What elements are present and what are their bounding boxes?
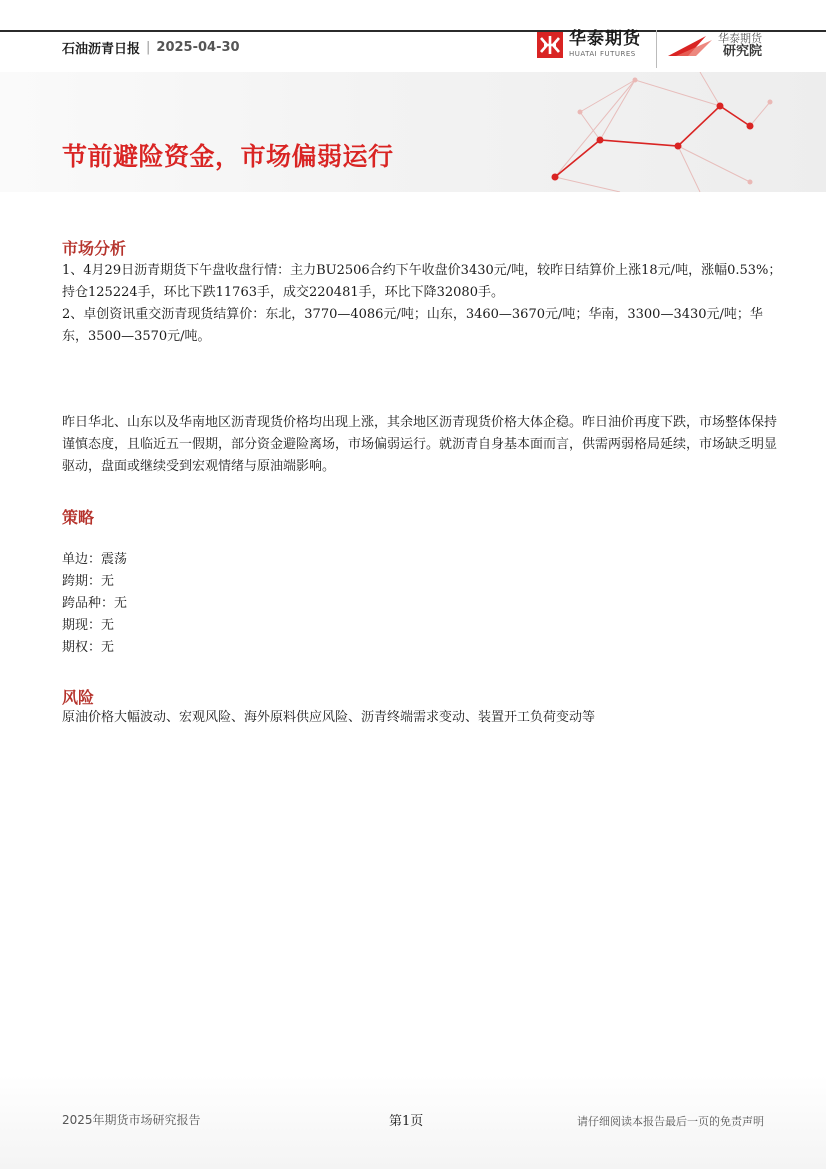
logo1-english-name: HUATAI FUTURES: [569, 50, 636, 58]
market-commentary-paragraph: 昨日华北、山东以及华南地区沥青现货价格均出现上涨，其余地区沥青现货价格大体企稳。昨日油价再度下跌，市场整体保持谨慎态度，且临近五一假期，部分资金避险离场，市场偏弱运行。就沥青自身基本面而言，供需两弱格局延续，市场缺乏明显驱动，盘面或继续受到宏观情绪与原油端影响。: [62, 415, 778, 474]
footer-page-number: 第1页: [389, 1114, 424, 1129]
network-graphic: [0, 72, 826, 192]
risk-heading: 风险: [62, 688, 95, 707]
strategy-item-options: 期权：无: [62, 640, 115, 655]
report-title: 节前避险资金，市场偏弱运行: [62, 142, 394, 171]
logo-divider: [656, 30, 657, 68]
header-separator: |: [146, 40, 151, 55]
market-analysis-paragraph-2: 2、卓创资讯重交沥青现货结算价：东北，3770—4086元/吨；山东，3460—3670元/吨；华南，3300—3430元/吨；华东，3500—3570元/吨。: [62, 307, 763, 344]
report-name: 石油沥青日报: [62, 42, 141, 57]
strategy-item-futures-spot: 期现：无: [62, 618, 115, 633]
market-analysis-heading: 市场分析: [62, 239, 127, 258]
research-logo-icon: [666, 32, 714, 60]
risk-text: 原油价格大幅波动、宏观风险、海外原料供应风险、沥青终端需求变动、装置开工负荷变动等: [62, 710, 596, 725]
logo2-line1: 华泰期货: [718, 32, 762, 46]
report-date: 2025-04-30: [156, 40, 240, 55]
strategy-item-outright: 单边：震荡: [62, 552, 128, 567]
footer-disclaimer-note: 请仔细阅读本报告最后一页的免责声明: [577, 1115, 764, 1128]
logo2-line2: 研究院: [722, 43, 762, 59]
research-institute-logo: [666, 32, 762, 60]
huatai-logo-icon: [537, 32, 563, 58]
footer-report-series: 2025年期货市场研究报告: [62, 1113, 201, 1127]
strategy-heading: 策略: [62, 508, 95, 527]
report-header: [62, 38, 240, 57]
logo1-chinese-name: 华泰期货: [569, 29, 641, 49]
title-banner: [0, 72, 826, 192]
huatai-futures-logo: [537, 31, 641, 58]
strategy-item-cross-product: 跨品种：无: [62, 596, 128, 611]
strategy-list: [62, 549, 127, 659]
strategy-item-calendar: 跨期：无: [62, 574, 115, 589]
market-analysis-paragraph-1: 1、4月29日沥青期货下午盘收盘行情：主力BU2506合约下午收盘价3430元/吨，较昨日结算价上涨18元/吨，涨幅0.53%；持仓125224手，环比下跌11763手，成交220481手，环比下降32080手。: [62, 263, 782, 300]
